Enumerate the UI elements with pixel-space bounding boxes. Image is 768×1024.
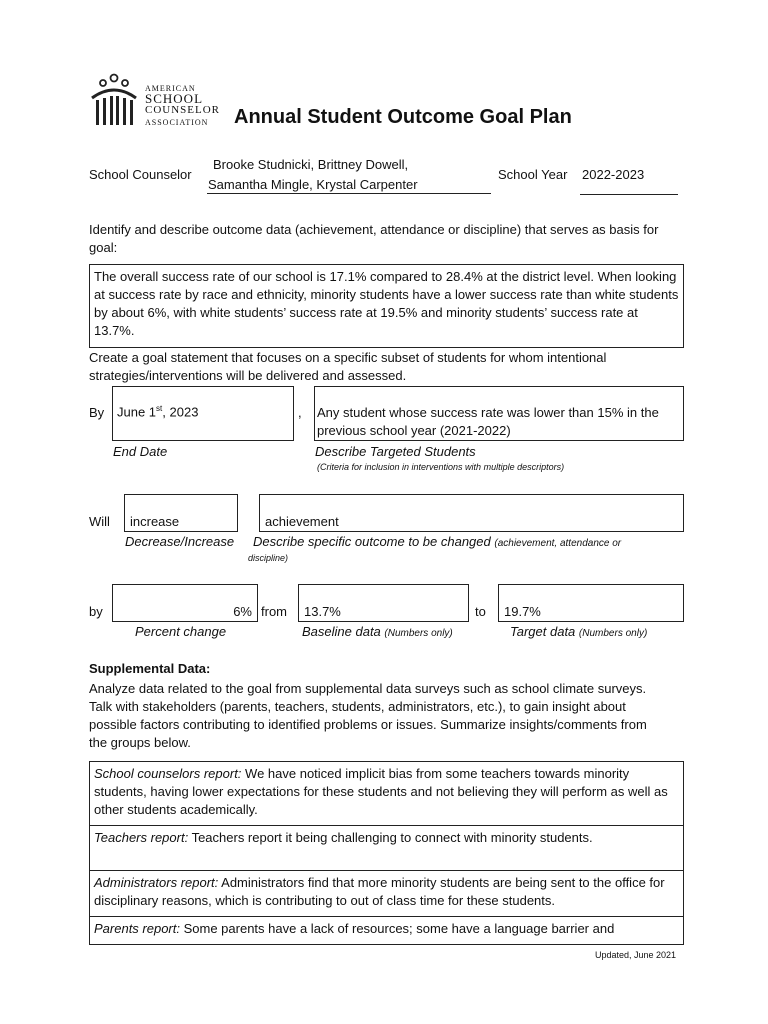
will-label: Will xyxy=(89,514,110,529)
report-text: Administrators find that more minority students are being sent to the office for disciplinary reasons, which is contributing to out of class time for these students. xyxy=(94,875,665,908)
by2-label: by xyxy=(89,604,103,619)
by-label: By xyxy=(89,405,105,420)
end-date-sup: st xyxy=(156,404,163,413)
logo-line-1: AMERICAN xyxy=(145,84,196,93)
logo-line-4: ASSOCIATION xyxy=(145,118,209,127)
baseline-box: 13.7% xyxy=(298,584,469,622)
counselor-label: School Counselor xyxy=(89,167,192,182)
targeted-caption: Describe Targeted Students xyxy=(315,444,476,459)
outcome-caption xyxy=(253,534,621,549)
report-text: Teachers report it being challenging to connect with minority students. xyxy=(188,830,593,845)
outcome-note-b: discipline) xyxy=(248,553,289,563)
school-year-label: School Year xyxy=(498,167,568,182)
report-row-counselors xyxy=(89,761,684,826)
direction-caption: Decrease/Increase xyxy=(125,534,235,549)
asca-logo-icon xyxy=(90,72,138,128)
end-date-suffix: , 2023 xyxy=(162,404,199,420)
to-label: to xyxy=(475,604,486,619)
goal-prompt: Create a goal statement that focuses on a specific subset of students for whom intentional strategies/interventions will be delivered and assessed. xyxy=(89,350,607,383)
outcome-note-a: (achievement, attendance or xyxy=(494,538,622,549)
target-caption-text: Target data xyxy=(510,624,576,639)
report-row-administrators xyxy=(89,870,684,917)
target-note: (Numbers only) xyxy=(578,628,648,639)
end-date-prefix: June 1 xyxy=(117,404,157,420)
asca-logo xyxy=(90,72,230,128)
report-label: Teachers report: xyxy=(94,830,189,845)
percent-box: 6% xyxy=(112,584,258,622)
targeted-note: (Criteria for inclusion in interventions with multiple descriptors) xyxy=(317,462,565,472)
from-label: from xyxy=(261,604,287,619)
updated-footer: Updated, June 2021 xyxy=(595,950,677,960)
report-text: Some parents have a lack of resources; some have a language barrier and xyxy=(180,921,615,936)
goal-comma: , xyxy=(298,405,302,420)
outcome-box: achievement xyxy=(259,494,684,532)
report-label: Administrators report: xyxy=(94,875,219,890)
outcome-description: The overall success rate of our school is 17.1% compared to 28.4% at the district level. When looking at success rate by race and ethnicity, minority students have a lower success rate than white students by about 6%, with white students’ success rate at 19.5% and minority students’ success rate at 13.7%. xyxy=(89,264,684,348)
baseline-caption xyxy=(302,624,453,639)
report-label: School counselors report: xyxy=(94,766,242,781)
report-row-teachers xyxy=(89,825,684,871)
logo-line-3: COUNSELOR xyxy=(145,104,221,116)
page-title: Annual Student Outcome Goal Plan xyxy=(234,106,572,128)
direction-box: increase xyxy=(124,494,238,532)
target-box: 19.7% xyxy=(498,584,684,622)
supplemental-heading: Supplemental Data: xyxy=(89,661,211,676)
baseline-note: (Numbers only) xyxy=(384,628,453,639)
percent-caption: Percent change xyxy=(135,624,227,639)
end-date-caption: End Date xyxy=(113,444,168,459)
targeted-students-box: Any student whose success rate was lower than 15% in the previous school year (2021-2022) xyxy=(314,386,684,441)
target-caption xyxy=(510,624,647,639)
baseline-caption-text: Baseline data xyxy=(302,624,381,639)
counselor-name-line-1: Brooke Studnicki, Brittney Dowell, xyxy=(213,157,409,172)
outcome-prompt: Identify and describe outcome data (achievement, attendance or discipline) that serves as basis for goal: xyxy=(89,222,659,255)
report-text: We have noticed implicit bias from some teachers towards minority students, having lower expectations for these students and not believing they will perform as well as other students academically. xyxy=(94,766,668,817)
outcome-caption-text: Describe specific outcome to be changed xyxy=(253,534,491,549)
end-date-box xyxy=(112,386,294,441)
report-label: Parents report: xyxy=(94,921,180,936)
report-row-parents xyxy=(89,916,684,945)
school-year-value: 2022-2023 xyxy=(582,167,645,182)
school-year-underline xyxy=(580,194,678,195)
logo-line-2: SCHOOL xyxy=(145,91,204,106)
counselor-underline xyxy=(207,193,491,194)
supplemental-intro: Analyze data related to the goal from supplemental data surveys such as school climate surveys. Talk with stakeholders (parents, teachers, students, administrators, etc.), to gain insight about possible factors contributing to identified problems or issues. Summarize insights/comments from the groups below. xyxy=(89,681,647,750)
counselor-name-line-2: Samantha Mingle, Krystal Carpenter xyxy=(208,177,418,192)
